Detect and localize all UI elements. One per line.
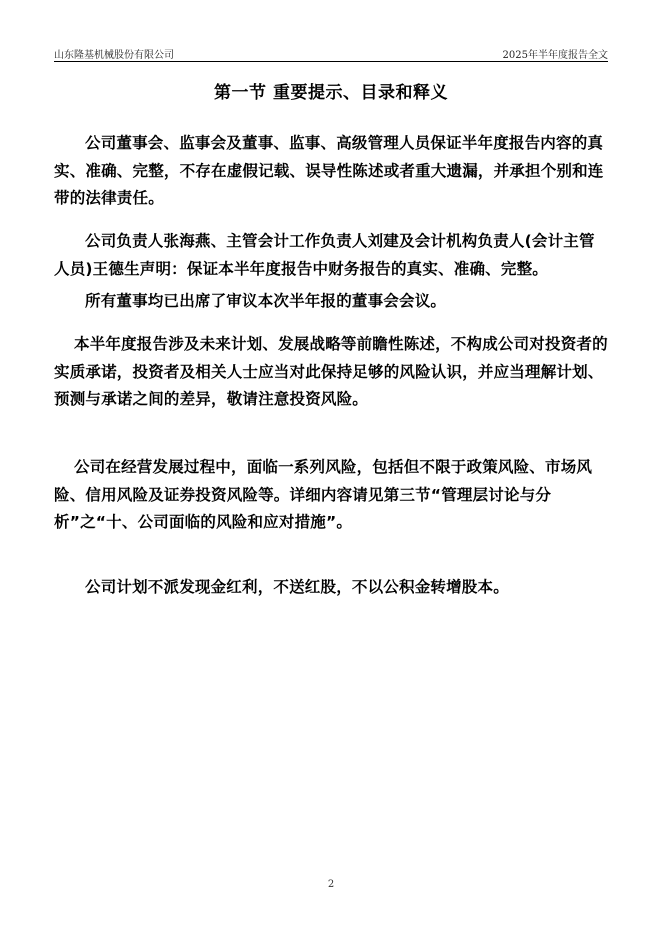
header-report-name: 2025年半年度报告全文 xyxy=(502,50,608,61)
paragraph-risk-notice: 公司在经营发展过程中，面临一系列风险，包括但不限于政策风险、市场风险、信用风险及证券投资风险等。详细内容请见第三节“管理层讨论与分析”之“十、公司面临的风险和应对措施”。 xyxy=(54,458,593,531)
paragraph-forward-looking-statement: 本半年度报告涉及未来计划、发展战略等前瞻性陈述，不构成公司对投资者的实质承诺，投资者及相关人士应当对此保持足够的风险认识，并应当理解计划、预测与承诺之间的差异，敬请注意投资风险。 xyxy=(54,335,608,408)
paragraph-financial-declaration: 公司负责人张海燕、主管会计工作负责人刘建及会计机构负责人(会计主管人员)王德生声明：保证本半年度报告中财务报告的真实、准确、完整。 xyxy=(54,232,595,278)
paragraph-responsibility-statement: 公司董事会、监事会及董事、监事、高级管理人员保证半年度报告内容的真实、准确、完整，不存在虚假记载、误导性陈述或者重大遗漏，并承担个别和连带的法律责任。 xyxy=(54,134,604,207)
paragraph-board-attendance: 所有董事均已出席了审议本次半年报的董事会会议。 xyxy=(85,292,447,310)
section-title: 第一节 重要提示、目录和释义 xyxy=(214,83,448,103)
page-header xyxy=(54,45,608,62)
header-company-name: 山东隆基机械股份有限公司 xyxy=(54,50,174,61)
page-number: 2 xyxy=(327,879,335,890)
paragraph-dividend-plan: 公司计划不派发现金红利，不送红股，不以公积金转增股本。 xyxy=(85,578,509,596)
